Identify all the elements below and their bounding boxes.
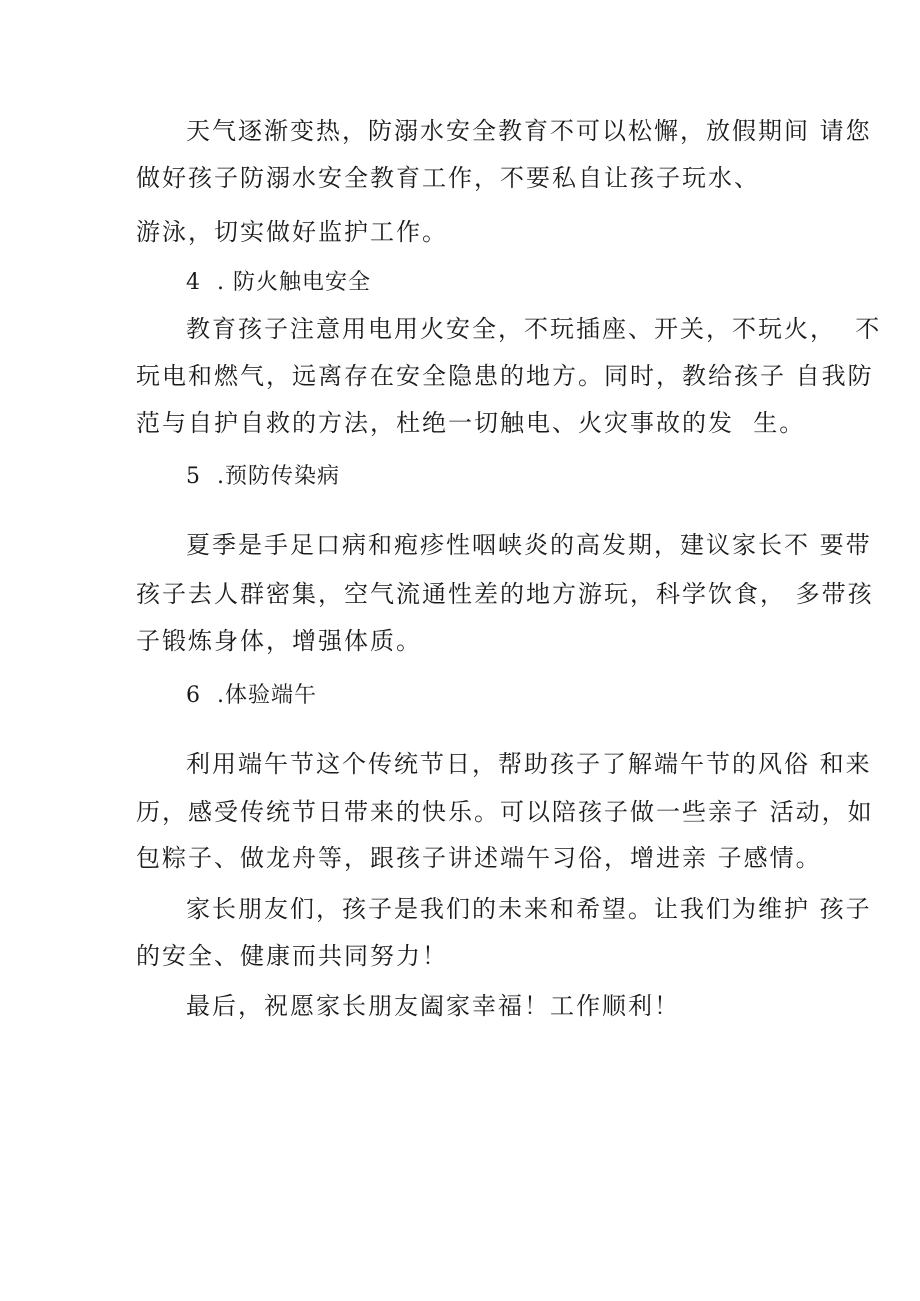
paragraph-1-line-1: 天气逐渐变热，防溺水安全教育不可以松懈，放假期间 请您: [186, 117, 872, 145]
section-4-heading: 4 . 防火触电安全: [186, 270, 371, 295]
section-4-line-3: 范与自护自救的方法，杜绝一切触电、火灾事故的发 生。: [136, 409, 806, 437]
paragraph-1-line-2: 做好孩子防溺水安全教育工作，不要私自让孩子玩水、: [136, 164, 760, 192]
section-4-line-1: 教育孩子注意用电用火安全，不玩插座、开关，不玩火， 不: [186, 315, 882, 343]
section-5-line-3: 子锻炼身体，增强体质。: [136, 627, 422, 655]
section-6-line-3: 包粽子、做龙舟等，跟孩子讲述端午习俗，增进亲 子感情。: [136, 844, 822, 872]
paragraph-1-line-3: 游泳，切实做好监护工作。: [136, 218, 448, 246]
closing-1-line-2: 的安全、健康而共同努力！: [136, 942, 448, 970]
section-6-line-2: 历，感受传统节日带来的快乐。可以陪孩子做一些亲子 活动，如: [136, 798, 874, 826]
section-5-line-2: 孩子去人群密集，空气流通性差的地方游玩，科学饮食， 多带孩: [136, 580, 874, 608]
section-6-line-1: 利用端午节这个传统节日，帮助孩子了解端午节的风俗 和来: [186, 750, 872, 778]
section-5-heading: 5 .预防传染病: [186, 464, 340, 489]
closing-1-line-1: 家长朋友们，孩子是我们的未来和希望。让我们为维护 孩子: [186, 895, 872, 923]
section-6-heading: 6 .体验端午: [186, 683, 317, 708]
section-4-line-2: 玩电和燃气，远离存在安全隐患的地方。同时，教给孩子 自我防: [136, 362, 874, 390]
closing-2-line-1: 最后，祝愿家长朋友阖家幸福！工作顺利！: [186, 992, 680, 1020]
section-5-line-1: 夏季是手足口病和疱疹性咽峡炎的高发期，建议家长不 要带: [186, 531, 872, 559]
